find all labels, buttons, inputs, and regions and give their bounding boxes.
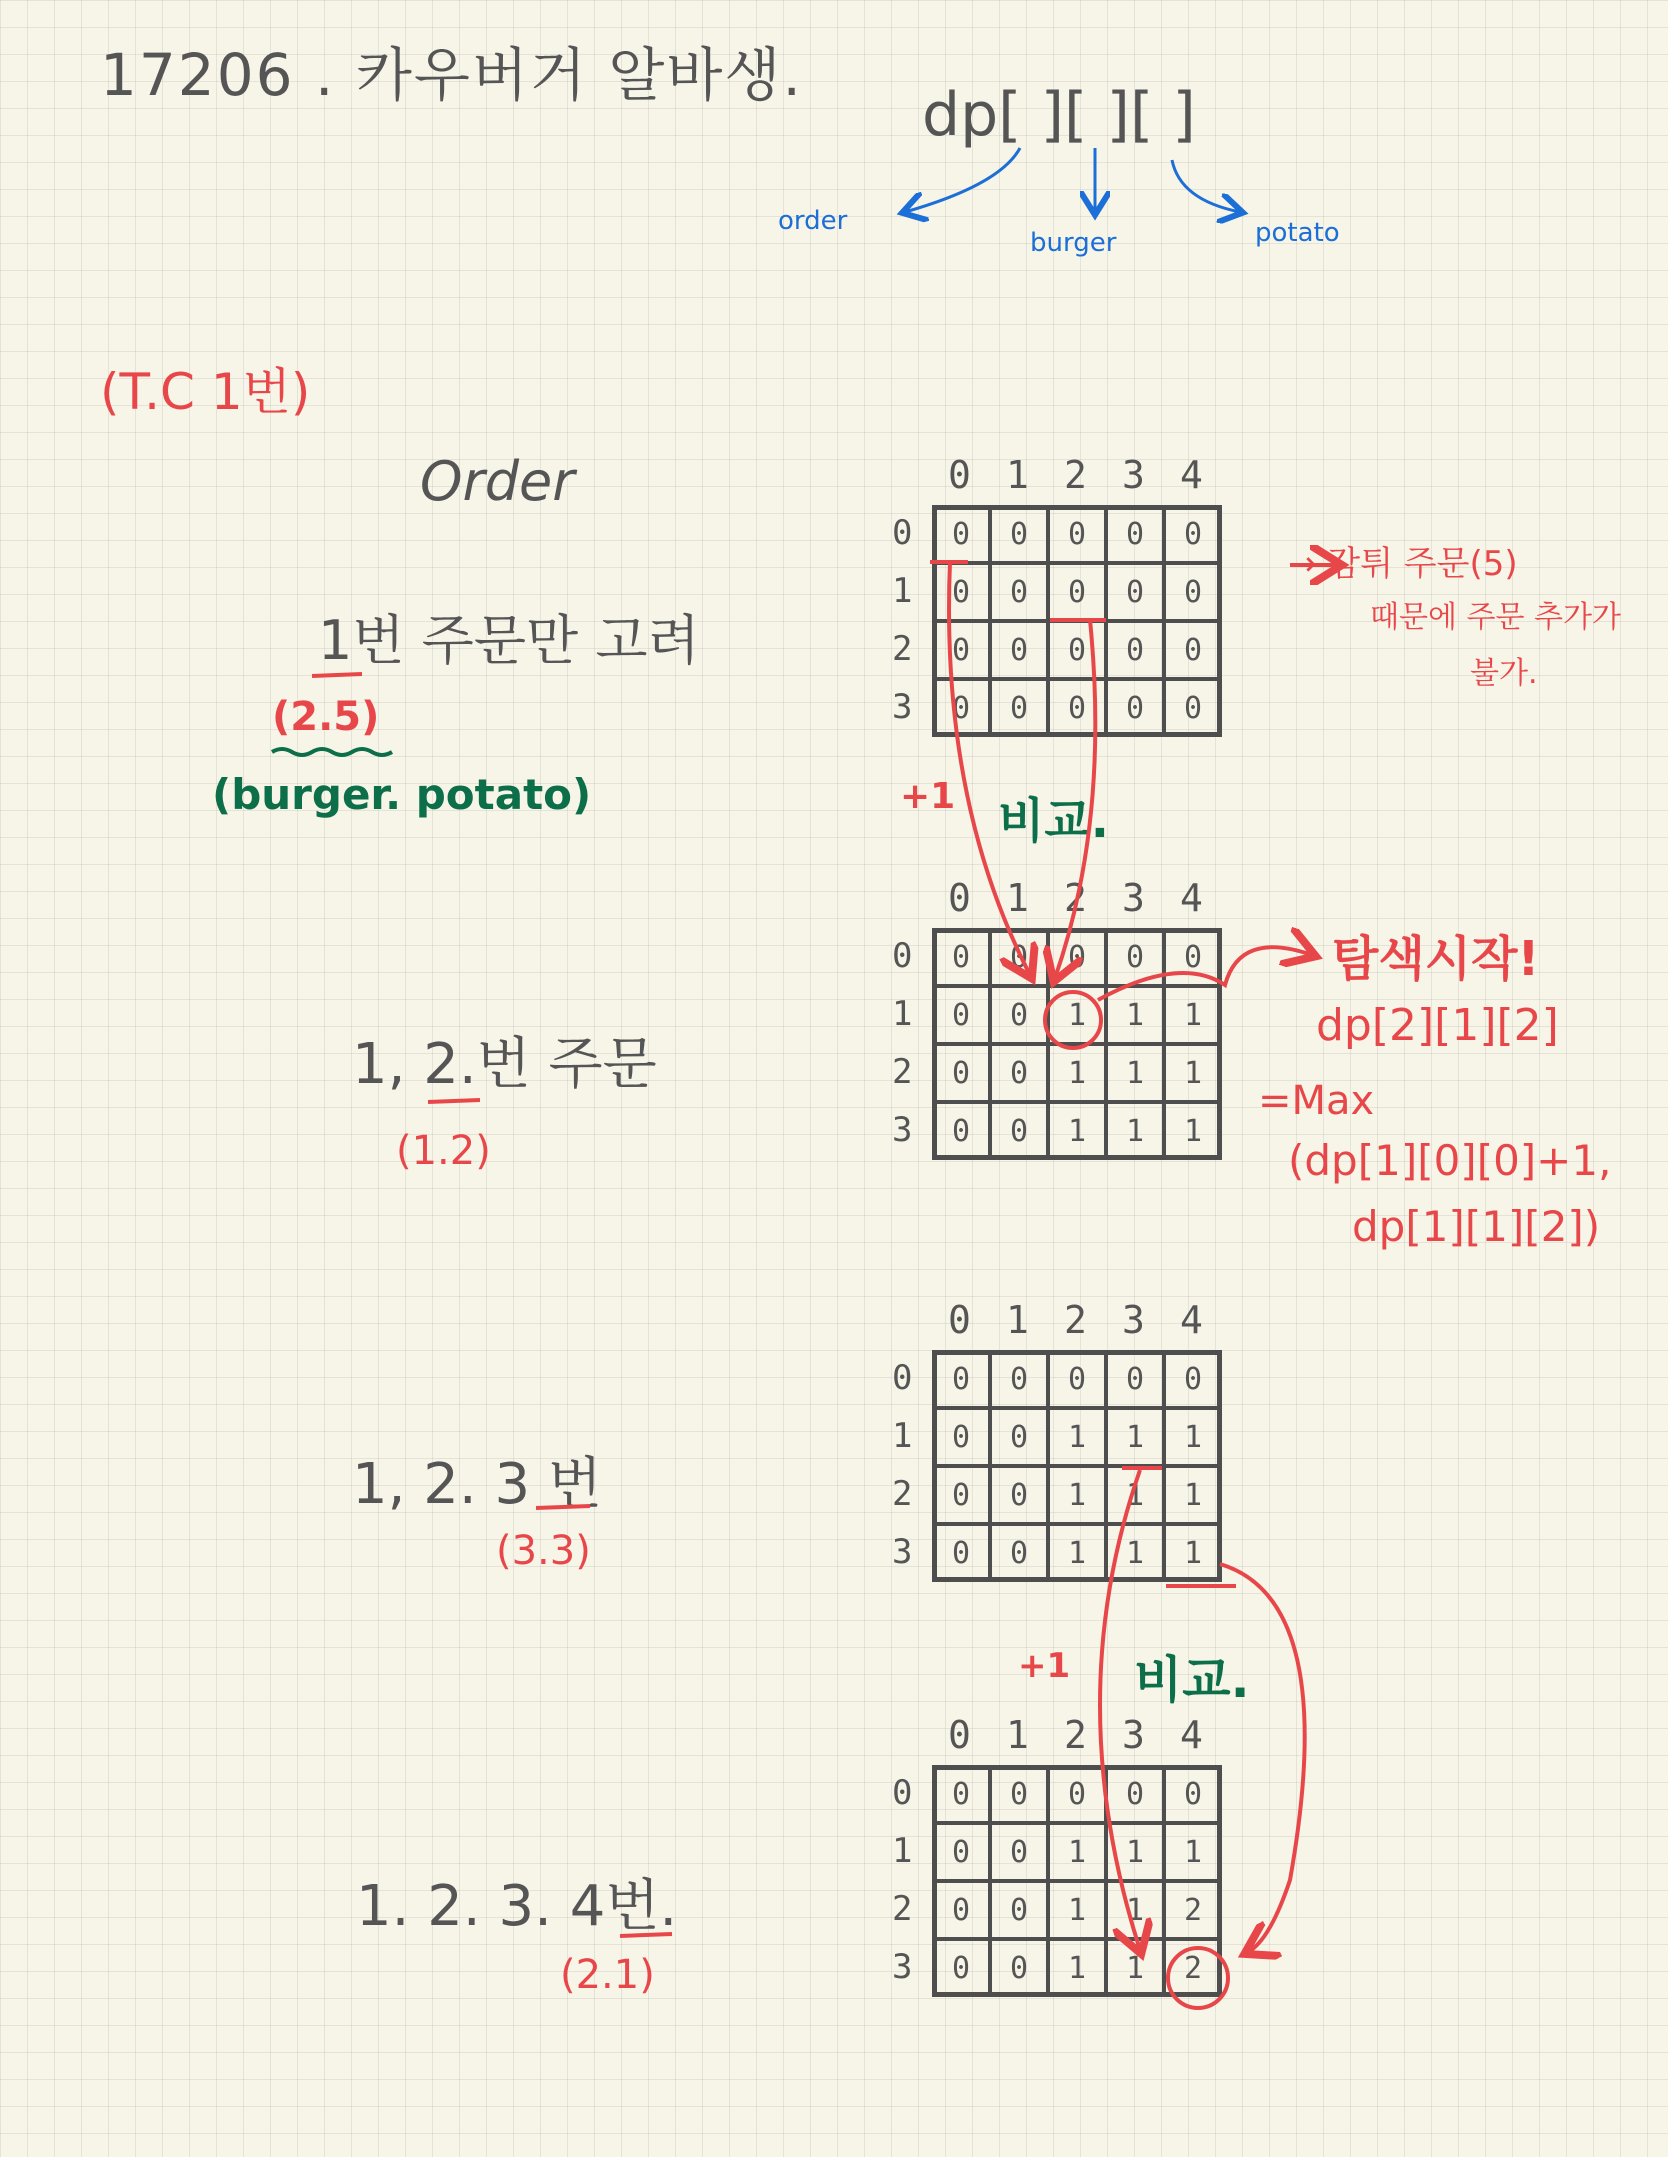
grid-cell: 0	[1164, 1765, 1222, 1823]
target-circle-a	[1045, 992, 1101, 1048]
potato-note-1: → 감튀 주문(5)	[1288, 544, 1518, 584]
grid-cell: 1	[1106, 1466, 1164, 1524]
grid-cell: 1	[1164, 1823, 1222, 1881]
grid-cell: 0	[990, 1881, 1048, 1939]
underline-4	[620, 1934, 672, 1936]
grid-cell: 0	[990, 1823, 1048, 1881]
grid-cell: 0	[1106, 928, 1164, 986]
grid-cell: 0	[1106, 679, 1164, 737]
search-start: 탐색시작!	[1332, 931, 1540, 987]
grid-cell: 0	[1048, 679, 1106, 737]
grid-cell: 0	[1106, 505, 1164, 563]
potato-note-2: 때문에 주문 추가가	[1370, 600, 1621, 635]
grid-cell: 1	[1106, 1939, 1164, 1997]
dp-eq-2: =Max	[1258, 1078, 1375, 1124]
grid-cell: 0	[932, 505, 990, 563]
grid-cell: 1	[1048, 1102, 1106, 1160]
grid-cell: 0	[932, 986, 990, 1044]
grid-col-label: 4	[1180, 1713, 1203, 1757]
grid-row-label: 2	[892, 1052, 913, 1092]
grid-cell: 0	[932, 928, 990, 986]
plus-one-b: +1	[1018, 1646, 1071, 1686]
grid-cell: 1	[1048, 986, 1106, 1044]
grid-cell: 1	[1164, 1408, 1222, 1466]
grid-cell: 0	[932, 1939, 990, 1997]
grid-cell: 0	[990, 1044, 1048, 1102]
arrow-compare-b	[1220, 1564, 1305, 1952]
grid-cell: 1	[1164, 1466, 1222, 1524]
grid-col-label: 0	[948, 1713, 971, 1757]
grid-cell: 0	[932, 563, 990, 621]
step-3-label: 1, 2. 3 번	[352, 1452, 602, 1517]
grid-row-label: 1	[892, 571, 913, 611]
dp-notation: dp[ ][ ][ ]	[922, 80, 1196, 150]
arrow-compare-a	[1055, 620, 1095, 978]
arrow-potato	[1172, 160, 1240, 212]
arrow-plus-one-a	[949, 562, 1030, 975]
grid-row-label: 3	[892, 687, 913, 727]
dp-label-burger: burger	[1030, 228, 1117, 258]
grid-cell: 2	[1164, 1881, 1222, 1939]
grid-cell: 0	[932, 1524, 990, 1582]
step-2-pair: (1.2)	[396, 1128, 491, 1174]
grid-cell: 0	[1164, 505, 1222, 563]
step-1-label: 1번 주문만 고려	[318, 609, 700, 672]
grid-cell: 0	[1048, 563, 1106, 621]
grid-col-label: 3	[1122, 1713, 1145, 1757]
grid-cell: 0	[932, 1408, 990, 1466]
dp-eq-1: dp[2][1][2]	[1316, 1000, 1559, 1051]
wavy-underline-2-5	[272, 749, 392, 755]
grid-cell: 0	[932, 1044, 990, 1102]
grid-cell: 0	[1106, 1350, 1164, 1408]
grid-cell: 0	[932, 1350, 990, 1408]
grid-row-label: 0	[892, 513, 913, 553]
grid-row-label: 0	[892, 1773, 913, 1813]
grid-row-label: 2	[892, 629, 913, 669]
grid-row-label: 3	[892, 1532, 913, 1572]
grid-row-label: 3	[892, 1110, 913, 1150]
grid-cell: 1	[1048, 1524, 1106, 1582]
arrow-plus-one-b	[1100, 1470, 1140, 1950]
grid-row-label: 3	[892, 1947, 913, 1987]
grid-cell: 0	[990, 1524, 1048, 1582]
target-circle-b	[1168, 1948, 1228, 2008]
grid-cell: 1	[1106, 1408, 1164, 1466]
step-3-pair: (3.3)	[496, 1528, 591, 1574]
grid-cell: 0	[1048, 1765, 1106, 1823]
dp-label-order: order	[778, 206, 848, 236]
grid-row-label: 2	[892, 1889, 913, 1929]
grid-cell: 0	[1164, 621, 1222, 679]
underline-3	[536, 1506, 590, 1508]
grid-cell: 0	[932, 1102, 990, 1160]
underline-1	[312, 674, 362, 676]
grid-cell: 1	[1048, 1939, 1106, 1997]
grid-cell: 0	[932, 1881, 990, 1939]
grid-col-label: 2	[1064, 453, 1087, 497]
grid-col-label: 2	[1064, 1298, 1087, 1342]
grid-cell: 0	[990, 505, 1048, 563]
grid-cell: 1	[1164, 1044, 1222, 1102]
grid-cell: 0	[932, 621, 990, 679]
grid-col-label: 0	[948, 1298, 971, 1342]
grid-cell: 1	[1164, 1524, 1222, 1582]
grid-cell: 0	[990, 1102, 1048, 1160]
grid-cell: 0	[1164, 928, 1222, 986]
grid-cell: 1	[1048, 1408, 1106, 1466]
order-heading: Order	[420, 450, 575, 513]
grid-col-label: 4	[1180, 876, 1203, 920]
grid-col-label: 1	[1006, 1298, 1029, 1342]
grid-col-label: 2	[1064, 1713, 1087, 1757]
grid-cell: 0	[1048, 621, 1106, 679]
grid-row-label: 1	[892, 1416, 913, 1456]
grid-cell: 0	[990, 986, 1048, 1044]
grid-cell: 1	[1106, 986, 1164, 1044]
grid-col-label: 4	[1180, 453, 1203, 497]
grid-cell: 0	[990, 679, 1048, 737]
page-title: 17206 . 카우버거 알바생.	[100, 41, 803, 109]
grid-col-label: 3	[1122, 1298, 1145, 1342]
grid-cell: 0	[932, 1765, 990, 1823]
grid-col-label: 3	[1122, 453, 1145, 497]
grid-cell: 1	[1106, 1044, 1164, 1102]
grid-row-label: 2	[892, 1474, 913, 1514]
grid-col-label: 1	[1006, 1713, 1029, 1757]
grid-cell: 0	[1106, 1765, 1164, 1823]
grid-cell: 1	[1048, 1881, 1106, 1939]
grid-cell: 0	[990, 1350, 1048, 1408]
grid-row-label: 0	[892, 1358, 913, 1398]
grid-col-label: 1	[1006, 453, 1029, 497]
grid-cell: 0	[990, 1408, 1048, 1466]
grid-cell: 0	[990, 1939, 1048, 1997]
underline-2	[428, 1100, 480, 1102]
grid-cell: 0	[990, 1765, 1048, 1823]
arrow-search-start	[1098, 947, 1312, 1000]
grid-cell: 1	[1106, 1881, 1164, 1939]
potato-note-3: 불가.	[1470, 656, 1538, 691]
grid-cell: 0	[1048, 928, 1106, 986]
dp-eq-4: dp[1][1][2])	[1352, 1202, 1601, 1251]
grid-cell: 1	[1106, 1823, 1164, 1881]
step-2-label: 1, 2.번 주문	[352, 1032, 657, 1097]
grid-cell: 0	[990, 563, 1048, 621]
dp-eq-3: (dp[1][0][0]+1,	[1288, 1136, 1612, 1185]
arrow-order	[905, 148, 1020, 212]
tc-heading: (T.C 1번)	[100, 363, 311, 421]
plus-one-a: +1	[900, 776, 956, 817]
grid-cell: 0	[990, 621, 1048, 679]
grid-cell: 0	[1164, 1350, 1222, 1408]
grid-row-label: 1	[892, 1831, 913, 1871]
grid-cell: 0	[1106, 563, 1164, 621]
step-4-label: 1. 2. 3. 4번.	[356, 1874, 678, 1939]
grid-col-label: 2	[1064, 876, 1087, 920]
grid-cell: 0	[1164, 679, 1222, 737]
grid-cell: 0	[1164, 563, 1222, 621]
grid-col-label: 1	[1006, 876, 1029, 920]
grid-col-label: 4	[1180, 1298, 1203, 1342]
step-1-pair-note: (burger. potato)	[212, 770, 592, 819]
step-4-pair: (2.1)	[560, 1952, 655, 1998]
grid-col-label: 3	[1122, 876, 1145, 920]
grid-cell: 1	[1106, 1524, 1164, 1582]
grid-cell: 2	[1164, 1939, 1222, 1997]
grid-cell: 0	[1048, 505, 1106, 563]
grid-cell: 1	[1048, 1823, 1106, 1881]
grid-cell: 0	[1048, 1350, 1106, 1408]
grid-cell: 0	[1106, 621, 1164, 679]
grid-row-label: 0	[892, 936, 913, 976]
step-1-pair: (2.5)	[272, 694, 380, 740]
grid-cell: 0	[990, 1466, 1048, 1524]
compare-a: 비교.	[998, 793, 1109, 849]
compare-b: 비교.	[1134, 1651, 1250, 1709]
grid-cell: 0	[932, 1823, 990, 1881]
grid-cell: 1	[1164, 986, 1222, 1044]
grid-col-label: 0	[948, 876, 971, 920]
grid-cell: 1	[1164, 1102, 1222, 1160]
grid-cell: 0	[990, 928, 1048, 986]
grid-cell: 1	[1106, 1102, 1164, 1160]
grid-col-label: 0	[948, 453, 971, 497]
grid-cell: 1	[1048, 1466, 1106, 1524]
grid-cell: 0	[932, 679, 990, 737]
dp-label-potato: potato	[1255, 218, 1340, 248]
grid-cell: 0	[932, 1466, 990, 1524]
grid-cell: 1	[1048, 1044, 1106, 1102]
grid-row-label: 1	[892, 994, 913, 1034]
